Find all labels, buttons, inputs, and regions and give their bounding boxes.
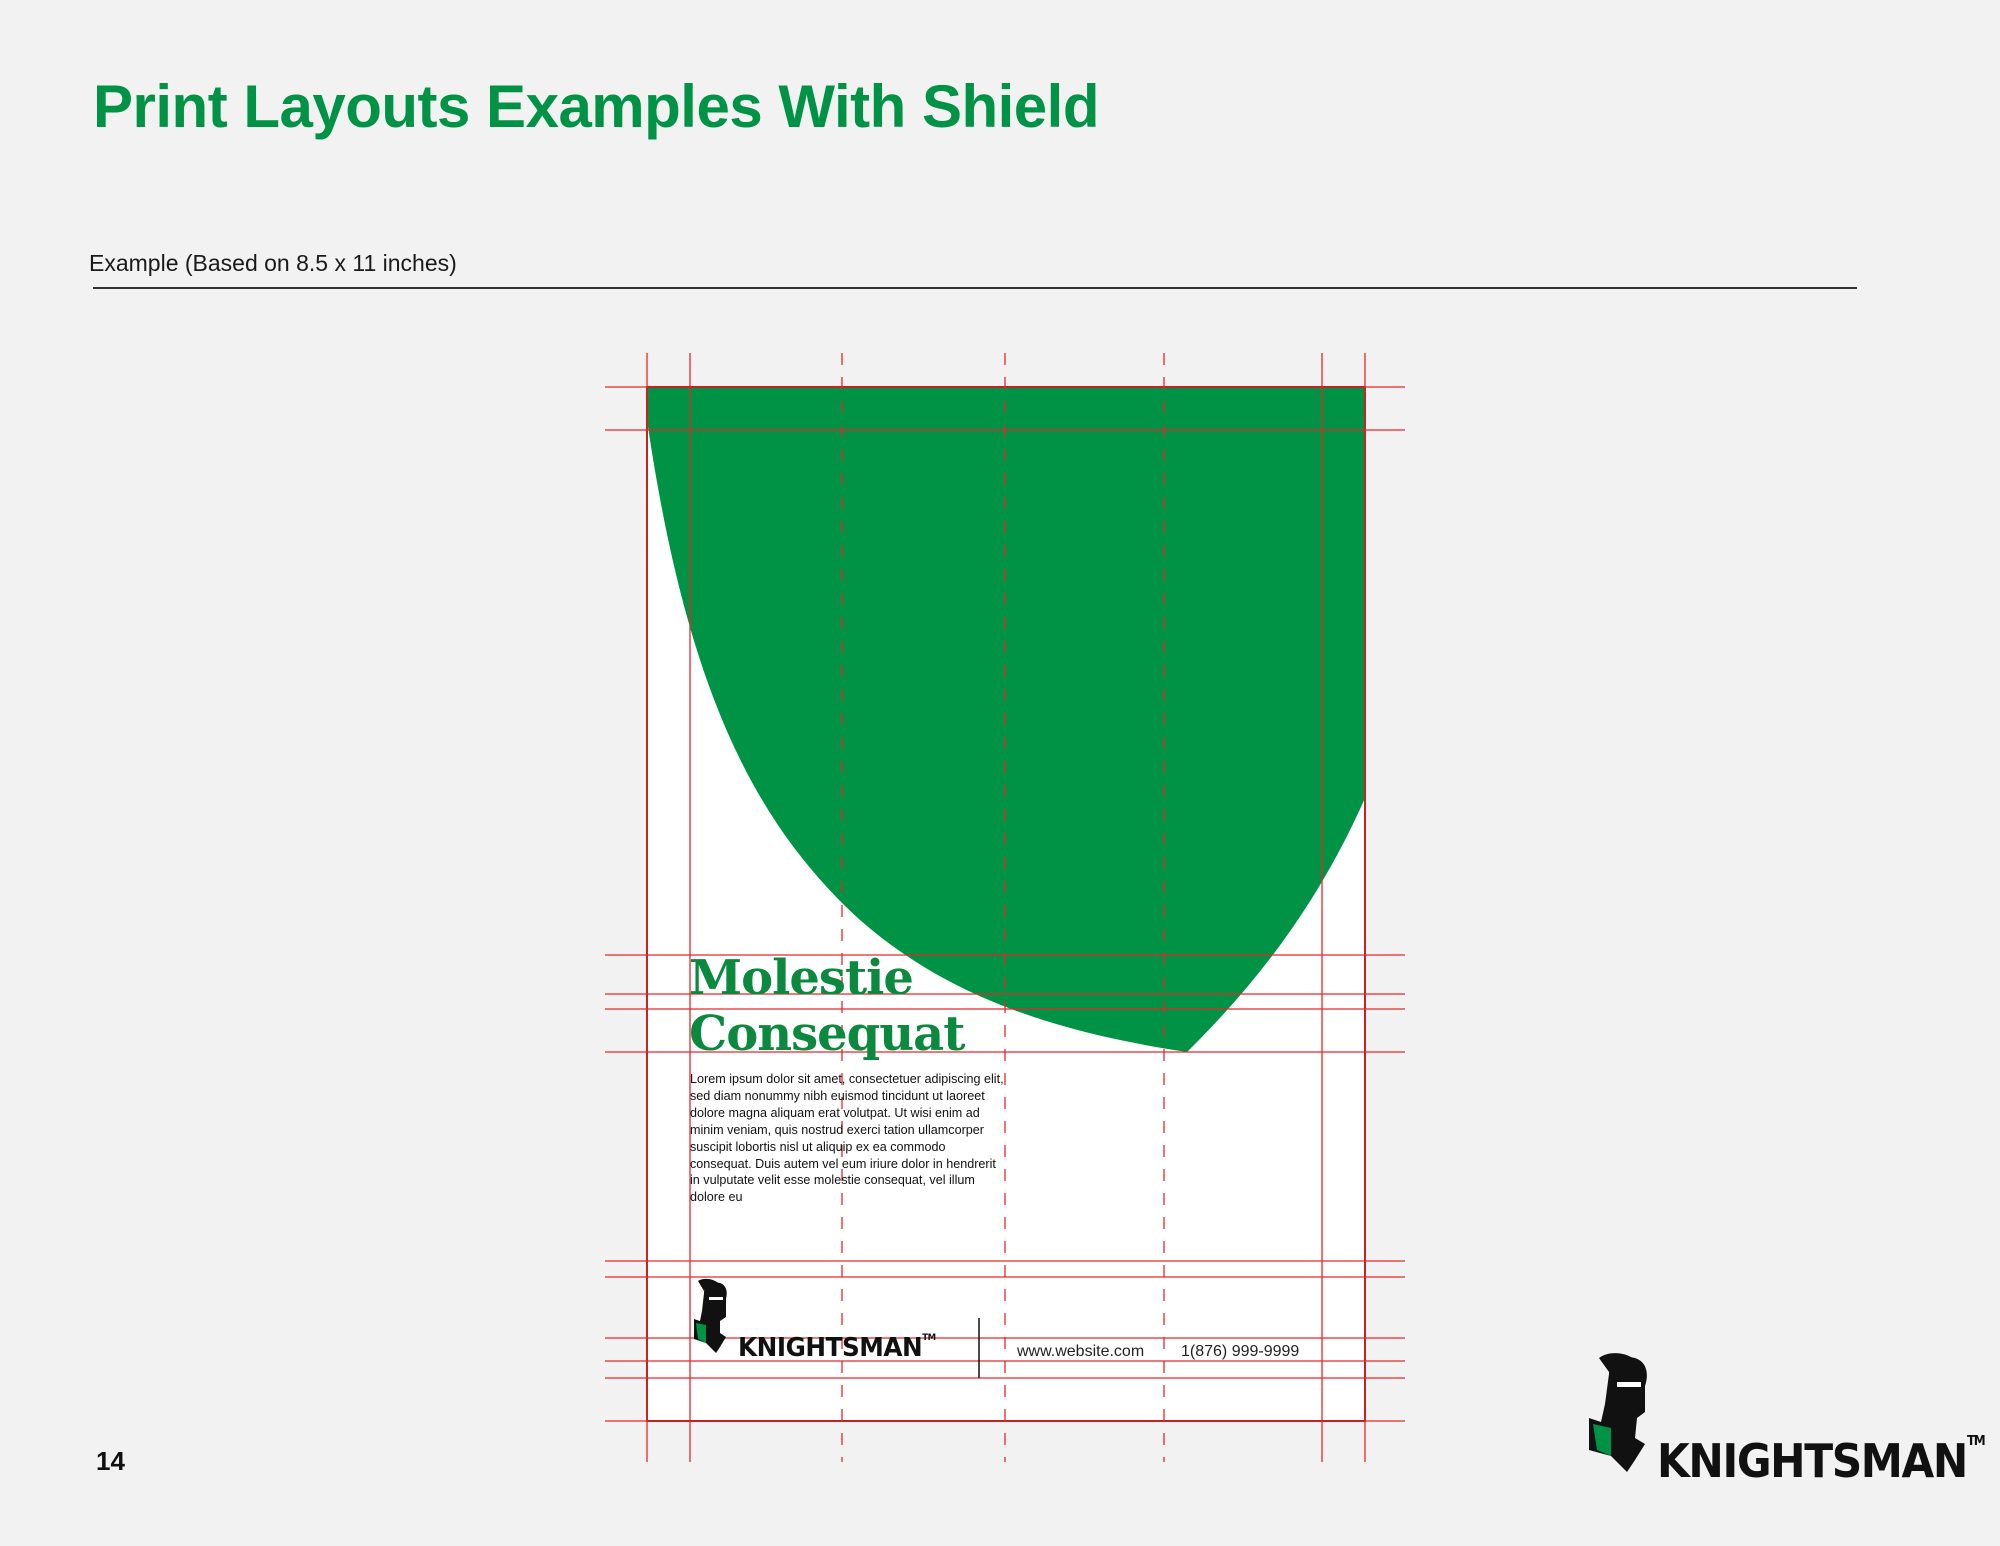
document-website: www.website.com xyxy=(1017,1343,1145,1360)
document-headline xyxy=(689,950,964,1062)
document-logo-wordmark xyxy=(738,1333,936,1363)
brand-logo-wordmark xyxy=(1657,1434,1984,1488)
page-title: Print Layouts Examples With Shield xyxy=(93,73,1099,140)
example-caption: Example (Based on 8.5 x 11 inches) xyxy=(89,250,457,276)
document-logo-text: KNIGHTSMAN xyxy=(738,1333,923,1363)
document-logo-tm: TM xyxy=(922,1333,936,1343)
brand-logo-tm: TM xyxy=(1966,1434,1985,1449)
document-body-text: Lorem ipsum dolor sit amet, consectetuer adipiscing elit, sed diam nonummy nibh euismod tincidunt ut laoreet dolore magna aliquam erat volutpat. Ut wisi enim ad minim veniam, quis nostrud exerci tation ullamcorper suscipit lobortis nisl ut aliquip ex ea commodo consequat. Duis autem vel eum iriure dolor in hendrerit in vulputate velit esse molestie consequat, vel illum dolore eu xyxy=(690,1072,1004,1205)
headline-line-2: Consequat xyxy=(689,1006,965,1062)
page-number: 14 xyxy=(96,1446,125,1476)
document-phone: 1(876) 999-9999 xyxy=(1181,1343,1300,1360)
headline-line-1: Molestie xyxy=(689,950,913,1006)
knight-helmet-shield-icon xyxy=(1589,1353,1647,1472)
brand-logo-text: KNIGHTSMAN xyxy=(1657,1434,1967,1488)
